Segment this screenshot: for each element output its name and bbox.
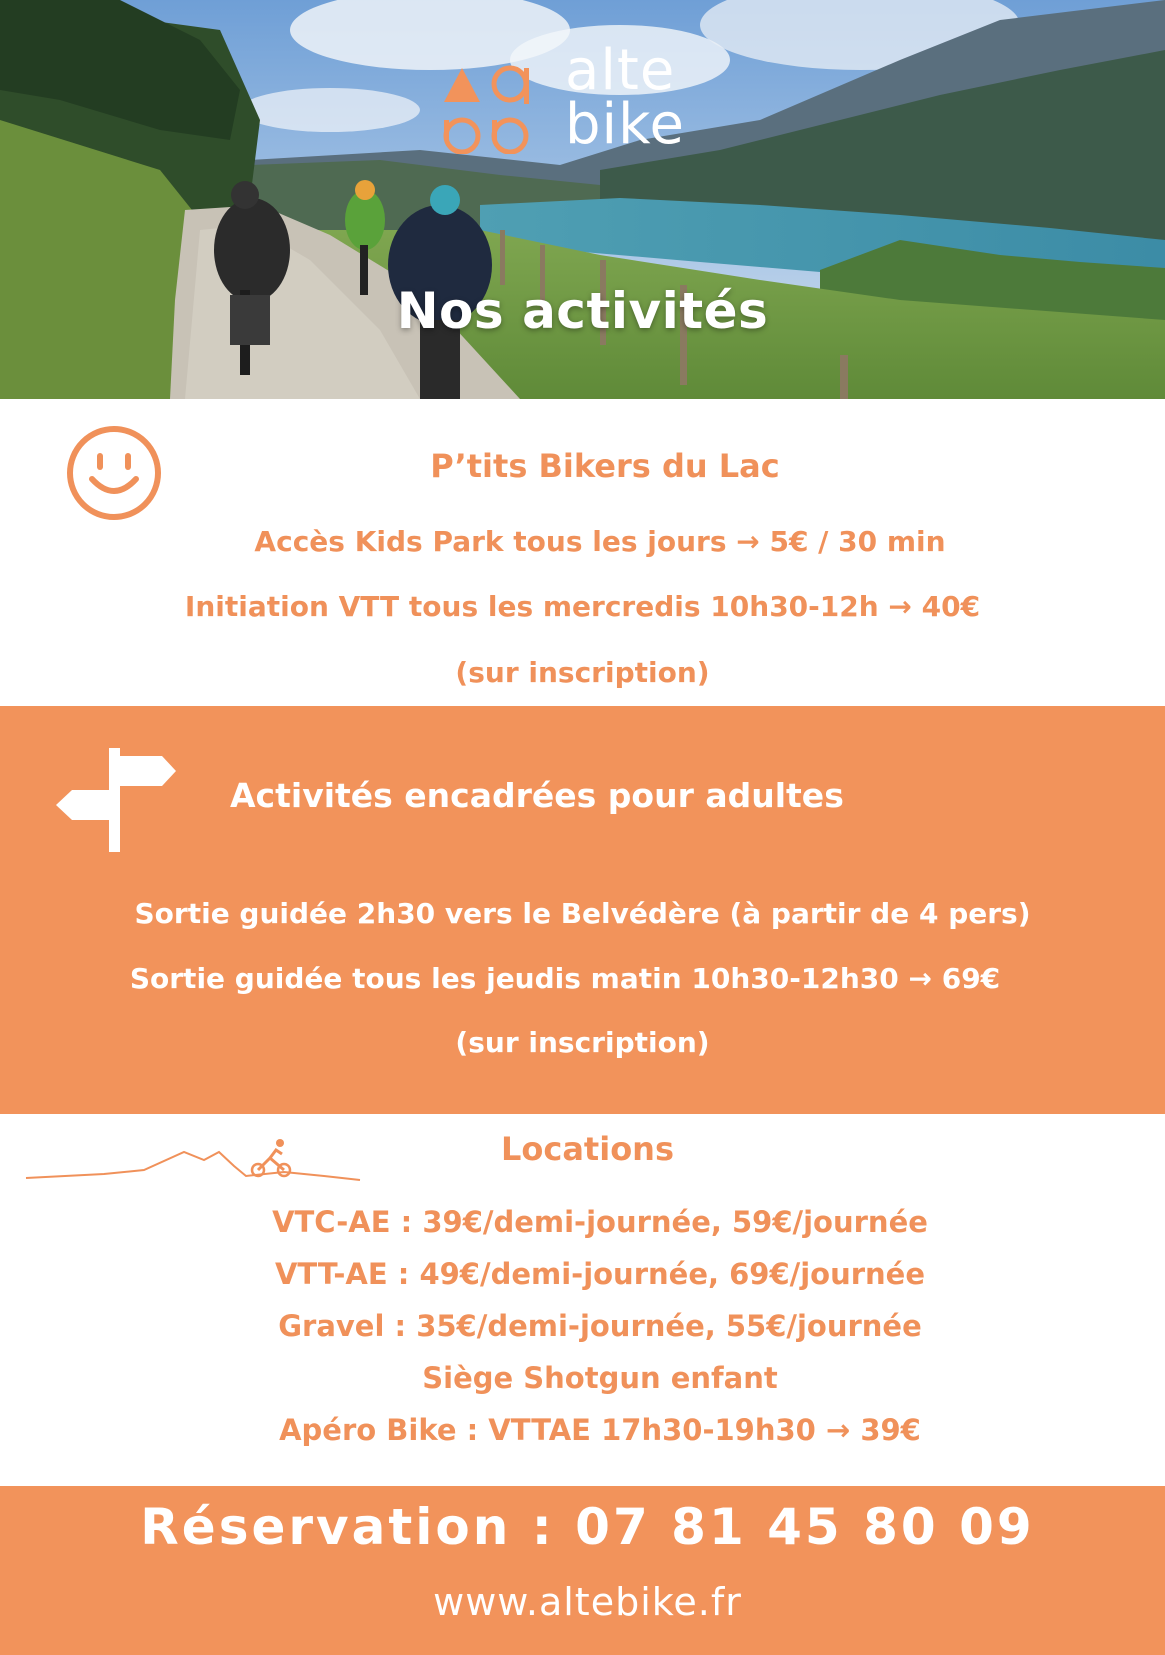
rental-title: Locations xyxy=(500,1130,674,1168)
hero-photo xyxy=(0,0,1165,399)
rental-section xyxy=(0,1114,1165,1486)
logo-word-alte: alte xyxy=(565,38,676,103)
page-title: Nos activités xyxy=(396,282,769,340)
kids-title: P’tits Bikers du Lac xyxy=(430,447,780,485)
rental-item-apero-bike: Apéro Bike : VTTAE 17h30-19h30 → 39€ xyxy=(279,1413,921,1447)
kids-registration-note: (sur inscription) xyxy=(455,656,710,689)
adults-registration-note: (sur inscription) xyxy=(455,1026,710,1059)
kids-initiation-line: Initiation VTT tous les mercredis 10h30-12h → 40€ xyxy=(184,590,981,623)
altebike-logo-icon xyxy=(440,54,538,154)
adults-section xyxy=(0,706,1165,1114)
adults-belvedere-line: Sortie guidée 2h30 vers le Belvédère (à partir de 4 pers) xyxy=(134,897,1031,930)
adults-thursday-line: Sortie guidée tous les jeudis matin 10h30-12h30 → 69€ xyxy=(129,962,1001,995)
signpost-icon xyxy=(54,746,180,856)
reservation-phone[interactable]: Réservation : 07 81 45 80 09 xyxy=(140,1498,1035,1556)
footer xyxy=(0,1486,1165,1655)
kids-park-line: Accès Kids Park tous les jours → 5€ / 30 min xyxy=(254,525,946,558)
adults-title: Activités encadrées pour adultes xyxy=(230,776,844,815)
logo-word-bike: bike xyxy=(565,92,685,157)
rental-item-vtt: VTT-AE : 49€/demi-journée, 69€/journée xyxy=(274,1257,926,1291)
kids-section xyxy=(0,399,1165,706)
rental-item-gravel: Gravel : 35€/demi-journée, 55€/journée xyxy=(278,1309,922,1343)
rental-item-child-seat: Siège Shotgun enfant xyxy=(422,1361,778,1395)
website-link[interactable]: www.altebike.fr xyxy=(433,1580,742,1624)
logo-wordmark xyxy=(565,38,685,157)
rental-item-vtc: VTC-AE : 39€/demi-journée, 59€/journée xyxy=(272,1205,928,1239)
altebike-logo xyxy=(440,38,720,162)
